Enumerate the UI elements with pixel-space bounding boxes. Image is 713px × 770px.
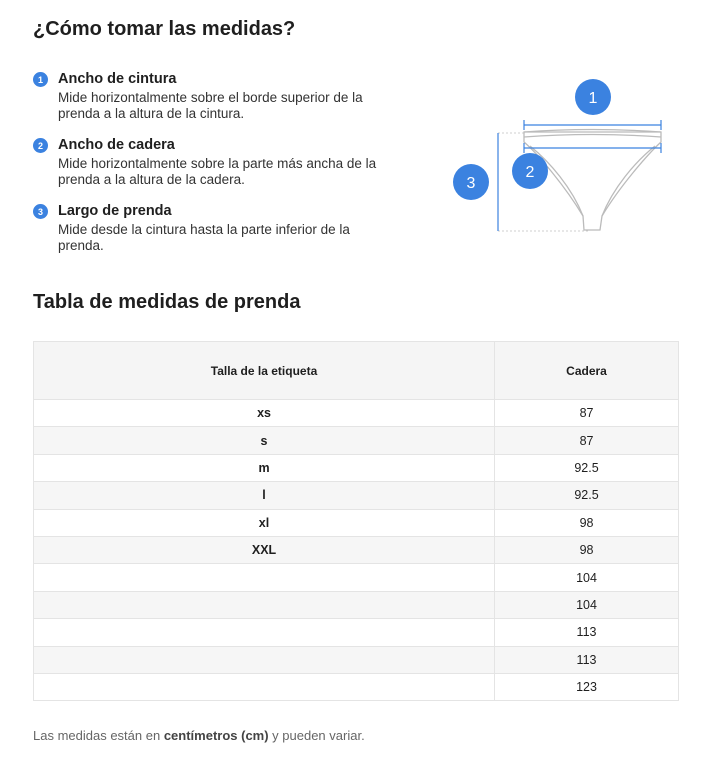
garment-diagram <box>450 76 680 246</box>
size-cell: s <box>34 427 495 454</box>
table-row <box>34 427 679 454</box>
hip-cell: 92.5 <box>495 482 679 509</box>
step-title: Largo de prenda <box>58 203 172 219</box>
size-cell: l <box>34 482 495 509</box>
page-title: ¿Cómo tomar las medidas? <box>33 18 296 40</box>
table-row <box>34 646 679 673</box>
hip-cell: 87 <box>495 400 679 427</box>
step-number-badge: 1 <box>33 72 48 87</box>
hip-cell: 98 <box>495 509 679 536</box>
table-row <box>34 673 679 700</box>
step-hip <box>33 136 393 188</box>
marker-3 <box>453 164 489 200</box>
table-row <box>34 400 679 427</box>
table-row <box>34 619 679 646</box>
step-title: Ancho de cintura <box>58 71 177 87</box>
table-row <box>34 454 679 481</box>
marker-1 <box>575 79 611 115</box>
hip-cell: 113 <box>495 646 679 673</box>
size-cell <box>34 564 495 591</box>
step-number-badge: 3 <box>33 204 48 219</box>
hip-cell: 123 <box>495 673 679 700</box>
svg-text:2: 2 <box>525 164 535 181</box>
size-cell: XXL <box>34 536 495 563</box>
size-cell: m <box>34 454 495 481</box>
step-title: Ancho de cadera <box>58 137 175 153</box>
step-description: Mide desde la cintura hasta la parte inferior de la prenda. <box>58 222 350 253</box>
footnote-prefix: Las medidas están en <box>33 728 164 743</box>
footnote-units: centímetros (cm) <box>163 728 269 743</box>
step-number-badge: 2 <box>33 138 48 153</box>
table-row <box>34 536 679 563</box>
svg-text:1: 1 <box>588 90 598 107</box>
column-header-hip: Cadera <box>495 342 679 400</box>
step-waist <box>33 70 393 122</box>
step-description: Mide horizontalmente sobre la parte más ancha de la prenda a la altura de la cadera. <box>58 156 377 187</box>
step-description: Mide horizontalmente sobre el borde superior de la prenda a la altura de la cintura. <box>58 90 363 121</box>
measurement-steps <box>33 70 393 268</box>
size-cell <box>34 646 495 673</box>
hip-cell: 87 <box>495 427 679 454</box>
footnote-suffix: y pueden variar. <box>268 728 365 743</box>
table-row <box>34 482 679 509</box>
size-table <box>33 341 679 701</box>
marker-2 <box>512 153 548 189</box>
size-cell: xl <box>34 509 495 536</box>
column-header-size: Talla de la etiqueta <box>34 342 495 400</box>
table-row <box>34 564 679 591</box>
table-header-row <box>34 342 679 400</box>
hip-cell: 113 <box>495 619 679 646</box>
hip-cell: 98 <box>495 536 679 563</box>
hip-cell: 92.5 <box>495 454 679 481</box>
hip-cell: 104 <box>495 591 679 618</box>
table-row <box>34 509 679 536</box>
table-row <box>34 591 679 618</box>
units-footnote <box>33 728 365 743</box>
svg-text:3: 3 <box>466 175 476 192</box>
size-cell <box>34 673 495 700</box>
size-table-title: Tabla de medidas de prenda <box>33 291 301 313</box>
size-cell <box>34 591 495 618</box>
step-length <box>33 202 393 254</box>
hip-cell: 104 <box>495 564 679 591</box>
size-cell <box>34 619 495 646</box>
size-cell: xs <box>34 400 495 427</box>
